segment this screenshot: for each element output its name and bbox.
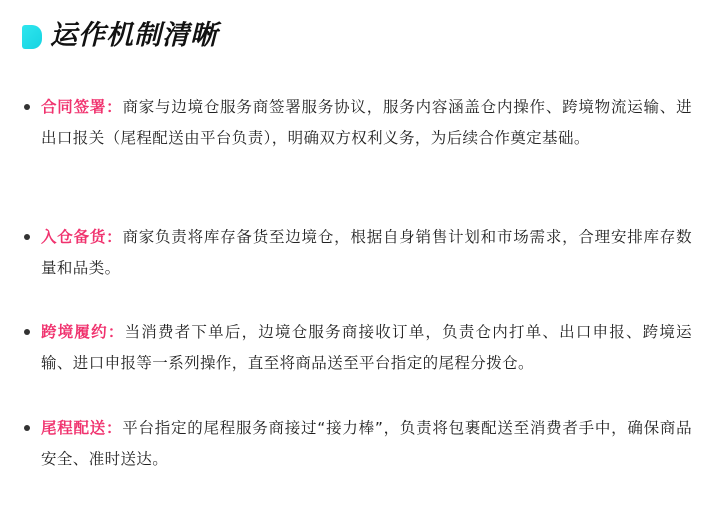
list-item-fulfillment xyxy=(24,317,692,378)
item-separator: ： xyxy=(106,419,123,437)
header-accent-icon xyxy=(22,25,42,49)
list-item-text xyxy=(41,92,692,153)
item-description: 平台指定的尾程服务商接过“接力棒”，负责将包裹配送至消费者手中，确保商品安全、准时送达。 xyxy=(41,419,693,468)
list-item-text xyxy=(41,413,692,474)
item-label: 尾程配送 xyxy=(41,419,107,437)
item-label: 入仓备货 xyxy=(41,228,107,246)
bullet-icon xyxy=(24,329,30,335)
item-label: 跨境履约 xyxy=(41,323,108,341)
section-header xyxy=(22,16,218,56)
list-item-text xyxy=(41,222,692,283)
bullet-icon xyxy=(24,234,30,240)
list-item-text xyxy=(41,317,692,378)
item-label: 合同签署 xyxy=(41,98,107,116)
item-description: 当消费者下单后，边境仓服务商接收订单，负责仓内打单、出口申报、跨境运输、进口申报等一系列操作，直至将商品送至平台指定的尾程分拨仓。 xyxy=(41,323,692,372)
item-separator: ： xyxy=(106,228,123,246)
list-item-stocking xyxy=(24,222,692,283)
bullet-icon xyxy=(24,104,30,110)
item-description: 商家与边境仓服务商签署服务协议，服务内容涵盖仓内操作、跨境物流运输、进出口报关（尾程配送由平台负责），明确双方权利义务，为后续合作奠定基础。 xyxy=(41,98,692,147)
item-description: 商家负责将库存备货至边境仓，根据自身销售计划和市场需求，合理安排库存数量和品类。 xyxy=(41,228,692,277)
list-item-contract xyxy=(24,92,692,153)
list-item-last-mile xyxy=(24,413,692,474)
item-separator: ： xyxy=(107,323,125,341)
bullet-icon xyxy=(24,425,30,431)
section-title: 运作机制清晰 xyxy=(50,20,218,51)
item-separator: ： xyxy=(106,98,123,116)
